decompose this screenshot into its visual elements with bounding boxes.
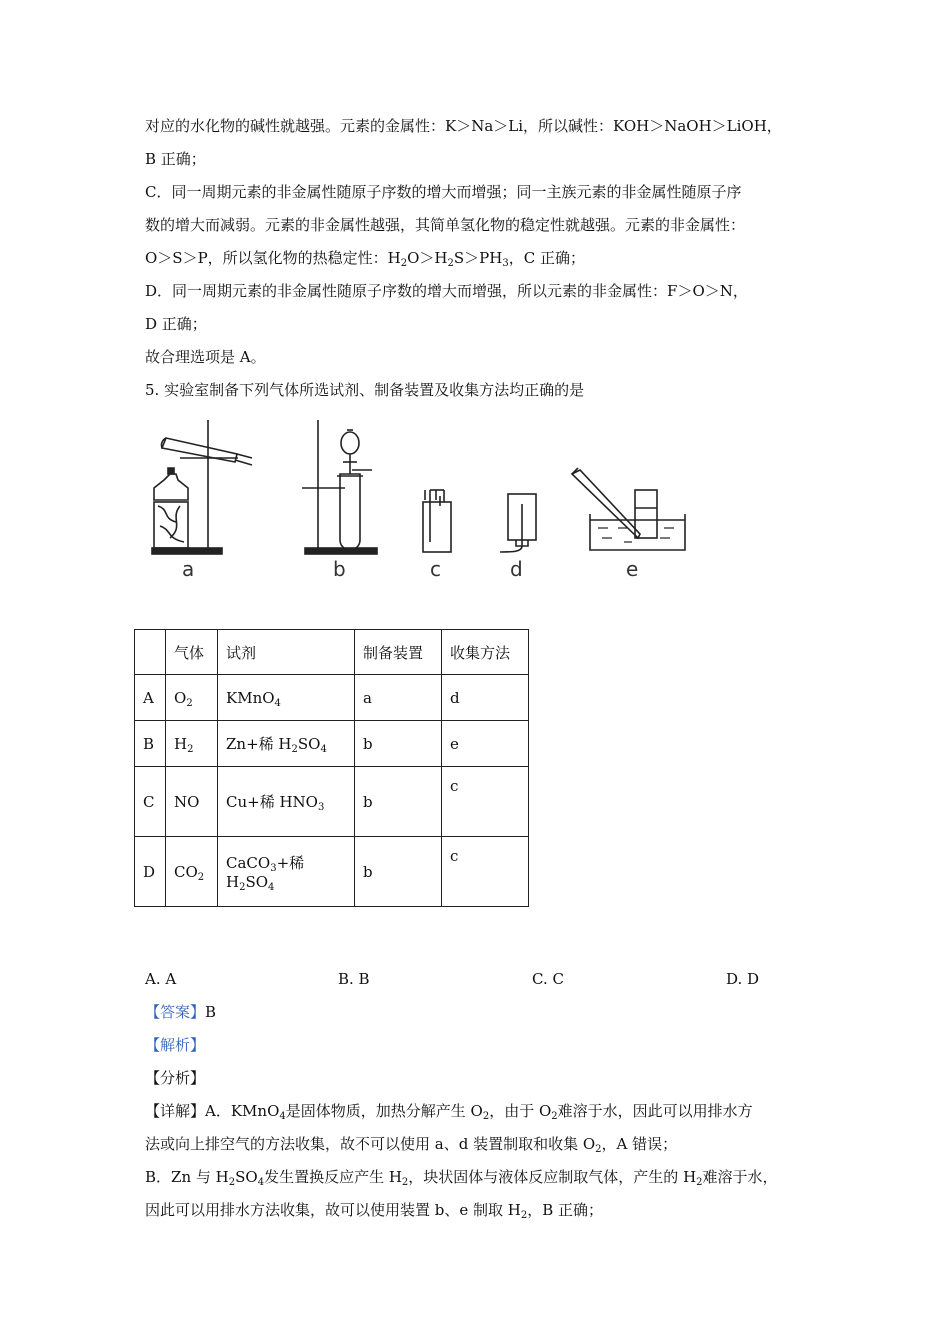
apparatus-b — [302, 420, 377, 554]
table-cell-gas: $H_2$ — [166, 721, 218, 767]
table-row — [135, 675, 529, 721]
table-cell-gas: NO — [166, 767, 218, 837]
detail-line-2: 法或向上排空气的方法收集，故不可以使用 a、d 装置制取和收集 $O_2$，A 错误； — [145, 1135, 678, 1155]
table-header-cell: 制备装置 — [355, 630, 442, 675]
answer-label: 【答案】 — [145, 1003, 206, 1021]
text-line-3: C．同一周期元素的非金属性随原子序数的增大而增强；同一主族元素的非金属性随原子序 — [145, 183, 742, 201]
table-cell-device: b — [355, 721, 442, 767]
text-line-5: O＞S＞P，所以氢化物的热稳定性：$H_2O>H_2S>PH_3$，C 正确； — [145, 249, 585, 269]
table-header-cell — [135, 630, 166, 675]
fenxi-label: 【分析】 — [145, 1069, 206, 1087]
detail-line-4: 因此可以用排水方法收集，故可以使用装置 b、e 制取 $H_2$，B 正确； — [145, 1201, 604, 1221]
analysis-label: 【解析】 — [145, 1036, 206, 1054]
choice-d: D. D — [726, 970, 760, 988]
figure-label-c: c — [430, 557, 441, 581]
apparatus-a — [152, 420, 252, 554]
table-cell-collect: d — [442, 675, 529, 721]
table-row — [135, 767, 529, 837]
table-cell-collect: c — [442, 837, 529, 907]
table-header-row — [135, 630, 529, 675]
table-row — [135, 721, 529, 767]
apparatus-c — [423, 490, 451, 552]
options-table — [134, 629, 529, 907]
table-cell-option: A — [135, 675, 166, 721]
table-header-cell: 收集方法 — [442, 630, 529, 675]
table-cell-device: a — [355, 675, 442, 721]
table-cell-collect: e — [442, 721, 529, 767]
text-line-7: D 正确； — [145, 315, 207, 333]
figure-label-a: a — [182, 557, 195, 581]
table-cell-collect: c — [442, 767, 529, 837]
table-cell-device: b — [355, 767, 442, 837]
table-header-cell: 试剂 — [218, 630, 355, 675]
text-line-1: 对应的水化物的碱性就越强。元素的金属性：K＞Na＞Li，所以碱性：KOH＞NaOH＞LiOH， — [145, 117, 782, 135]
question-5: 5. 实验室制备下列气体所选试剂、制备装置及收集方法均正确的是 — [145, 381, 585, 399]
answer-value: B — [205, 1003, 217, 1021]
table-cell-option: D — [135, 837, 166, 907]
choice-c: C. C — [532, 970, 564, 988]
table-cell-option: B — [135, 721, 166, 767]
apparatus-figure — [140, 410, 700, 585]
figure-label-b: b — [333, 557, 346, 581]
choice-a: A. A — [145, 970, 177, 988]
detail-line-3: B．Zn 与 $H_2SO_4$发生置换反应产生 $H_2$，块状固体与液体反应制取气体，产生的 $H_2$难溶于水， — [145, 1168, 778, 1188]
detail-line-1: 【详解】A．KMnO$_4$是固体物质，加热分解产生 $O_2$，由于 $O_2$难溶于水，因此可以用排水方 — [145, 1102, 753, 1122]
table-header-cell: 气体 — [166, 630, 218, 675]
answer-line — [145, 1001, 216, 1023]
table-cell-device: b — [355, 837, 442, 907]
choice-b: B. B — [338, 970, 370, 988]
apparatus-e — [572, 468, 685, 550]
text-line-4: 数的增大而减弱。元素的非金属性越强，其简单氢化物的稳定性就越强。元素的非金属性： — [145, 216, 746, 234]
table-cell-reagent: KMnO$_4$ — [218, 675, 355, 721]
table-row — [135, 837, 529, 907]
apparatus-d — [500, 494, 536, 552]
figure-label-e: e — [626, 557, 639, 581]
table-cell-option: C — [135, 767, 166, 837]
table-cell-gas: $O_2$ — [166, 675, 218, 721]
text-line-2: B 正确； — [145, 150, 206, 168]
table-cell-reagent: Cu+稀 $HNO_3$ — [218, 767, 355, 837]
table-cell-gas: $CO_2$ — [166, 837, 218, 907]
text-line-6: D．同一周期元素的非金属性随原子序数的增大而增强，所以元素的非金属性：F＞O＞N， — [145, 282, 748, 300]
text-line-8: 故合理选项是 A。 — [145, 348, 266, 366]
figure-label-d: d — [510, 557, 523, 581]
table-cell-reagent: Zn+稀 $H_2SO_4$ — [218, 721, 355, 767]
table-cell-reagent: CaCO$_3$+稀 $H_2SO_4$ — [218, 837, 355, 907]
